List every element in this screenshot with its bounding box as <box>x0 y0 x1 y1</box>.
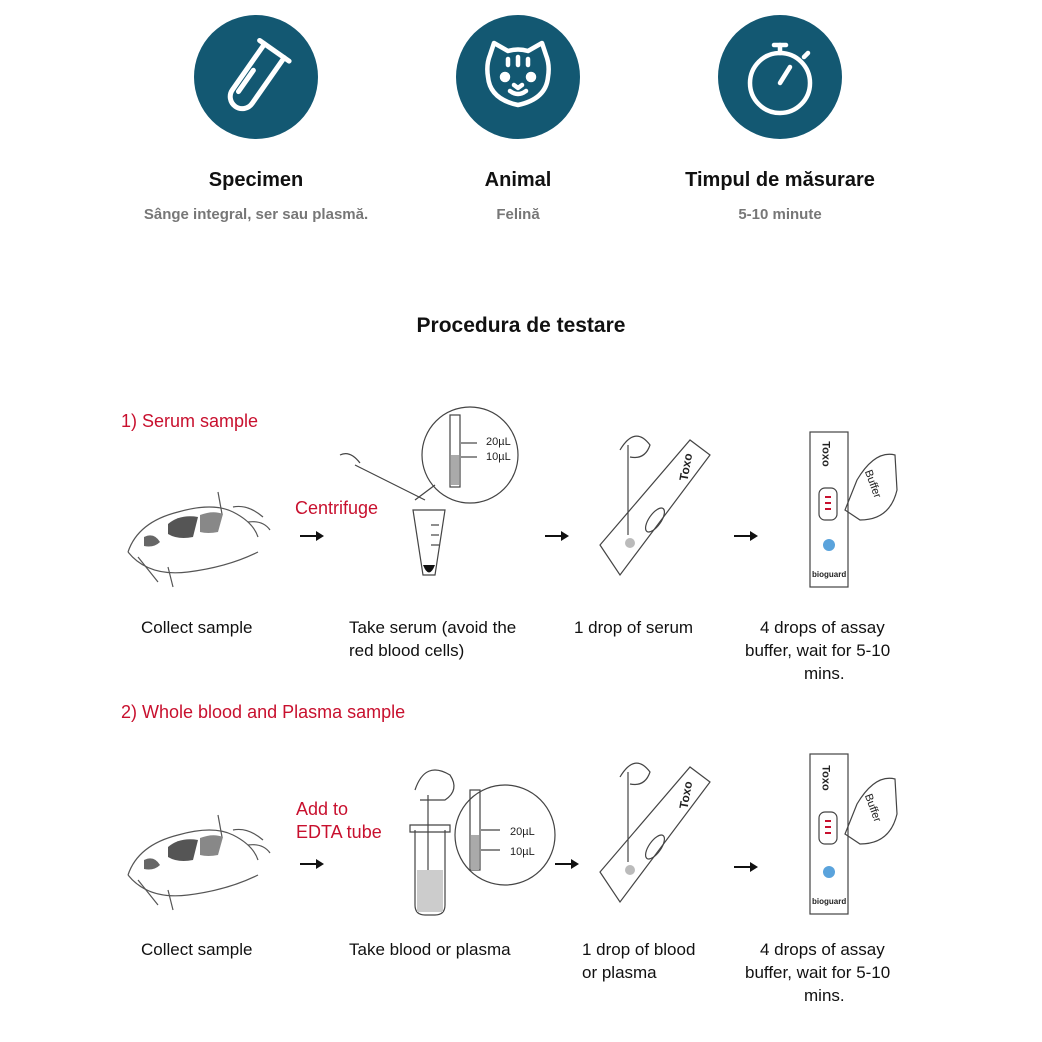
volume-20ul-label: 20µL <box>510 826 535 838</box>
cat-lying-illustration <box>118 482 278 592</box>
caption-take-serum-1: Take serum (avoid the <box>349 618 517 637</box>
caption-collect-sample: Collect sample <box>141 618 253 637</box>
serum-section-heading: 1) Serum sample <box>121 411 259 431</box>
caption-take-blood: Take blood or plasma <box>349 940 511 959</box>
caption-buffer-1: 4 drops of assay <box>760 618 885 637</box>
time-icon-badge <box>718 15 842 139</box>
cat-icon <box>456 15 580 139</box>
volume-20ul-label: 20µL <box>486 436 511 448</box>
flow-arrow <box>545 531 569 541</box>
cassette-toxo-label: Toxo <box>676 452 696 482</box>
caption-buffer-1: 4 drops of assay <box>760 940 885 959</box>
stopwatch-icon <box>718 15 842 139</box>
pipette-centrifuge-illustration <box>335 395 525 585</box>
volume-10ul-label: 10µL <box>486 451 511 463</box>
edta-label-line2: EDTA tube <box>296 822 382 842</box>
flow-arrow <box>555 859 579 869</box>
flow-arrow <box>734 531 758 541</box>
caption-take-serum-2: red blood cells) <box>349 641 465 660</box>
flow-arrow <box>734 862 758 872</box>
serum-drop-cassette-illustration <box>595 425 715 585</box>
feature-desc-time: 5-10 minute <box>738 206 822 223</box>
caption-drop-serum: 1 drop of serum <box>574 618 694 637</box>
brand-label: bioguard <box>812 570 847 579</box>
caption-buffer-2: buffer, wait for 5-10 <box>745 963 891 982</box>
cassette-toxo-label: Toxo <box>819 765 832 791</box>
test-tube-icon <box>194 15 318 139</box>
buffer-label: Buffer <box>861 792 884 824</box>
brand-label: bioguard <box>812 897 847 906</box>
feature-title-specimen: Specimen <box>208 169 304 191</box>
animal-icon-badge <box>456 15 580 139</box>
procedure-title: Procedura de testare <box>416 314 626 337</box>
feature-desc-specimen: Sânge integral, ser sau plasmă. <box>143 206 369 223</box>
caption-buffer-3: mins. <box>804 986 845 1005</box>
buffer-label: Buffer <box>861 468 884 500</box>
caption-collect-sample: Collect sample <box>141 940 253 959</box>
caption-buffer-3: mins. <box>804 664 845 683</box>
specimen-icon-badge <box>194 15 318 139</box>
cat-lying-illustration <box>118 805 278 915</box>
flow-arrow <box>300 859 324 869</box>
feature-title-time: Timpul de măsurare <box>685 169 875 191</box>
edta-label-line1: Add to <box>296 799 349 819</box>
blood-drop-cassette-illustration <box>595 752 715 912</box>
cassette-toxo-label: Toxo <box>819 441 832 467</box>
caption-drop-blood-2: or plasma <box>582 963 657 982</box>
flow-arrow <box>300 531 324 541</box>
caption-drop-blood-1: 1 drop of blood <box>582 940 696 959</box>
whole-blood-section-heading: 2) Whole blood and Plasma sample <box>121 702 406 722</box>
edta-tube-pipette-illustration <box>400 750 560 920</box>
feature-title-animal: Animal <box>484 169 552 191</box>
caption-buffer-2: buffer, wait for 5-10 <box>745 641 891 660</box>
feature-desc-animal: Felină <box>496 206 540 223</box>
cassette-toxo-label: Toxo <box>676 780 696 810</box>
centrifuge-label: Centrifuge <box>295 498 379 518</box>
volume-10ul-label: 10µL <box>510 846 535 858</box>
